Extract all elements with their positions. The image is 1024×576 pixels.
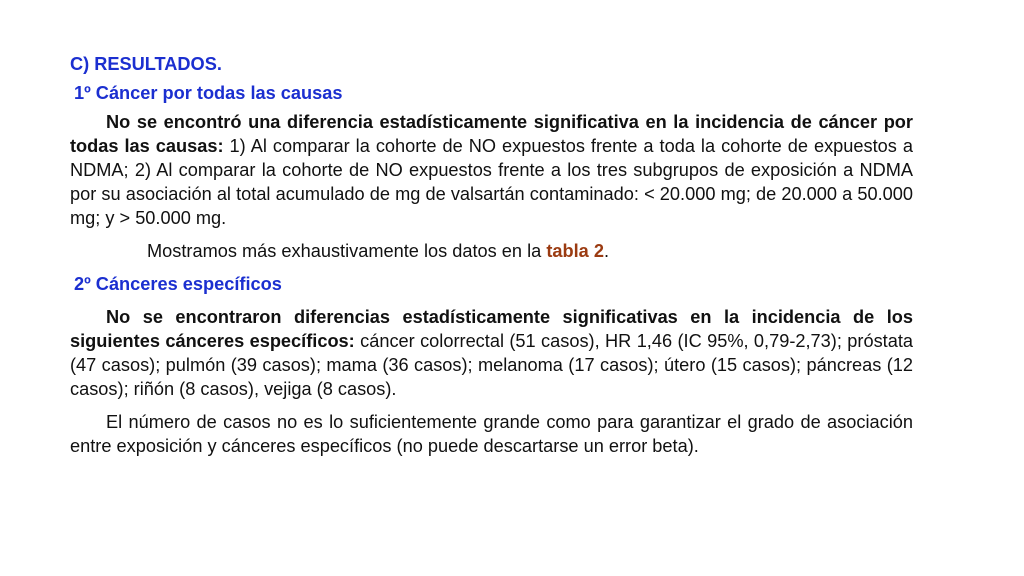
subsection-title-all-causes: 1º Cáncer por todas las causas (74, 83, 343, 103)
paragraph-text: Mostramos más exhaustivamente los datos en la (147, 241, 547, 261)
table-2-link[interactable]: tabla 2 (546, 241, 604, 261)
subsection-title-specific-cancers: 2º Cánceres específicos (74, 274, 282, 294)
paragraph-all-causes-result (70, 110, 913, 230)
paragraph-case-count-note: El número de casos no es lo suficientemente grande como para garantizar el grado de asociación entre exposición y cánceres específicos (no puede descartarse un error beta). (70, 412, 913, 456)
paragraph-body: cáncer colorrectal (51 casos), HR 1,46 (IC 95%, 0,79-2,73); próstata (47 casos); pulmón (39 casos); mama (36 casos); melanoma (17 casos); útero (15 casos); páncreas (12 casos); riñón (8 casos), vejiga (8 casos). (70, 331, 913, 399)
paragraph-text-end: . (603, 241, 609, 261)
section-title: C) RESULTADOS. (70, 54, 222, 74)
slide-content (70, 52, 913, 458)
paragraph-body: 1) Al comparar la cohorte de NO expuestos frente a toda la cohorte de expuestos a NDMA; 2) Al comparar la cohorte de NO expuestos frente a los tres subgrupos de exposición a NDMA por su asociación al total acumulado de mg de valsartán contaminado: < 20.000 mg; de 20.000 a 50.000 mg; y > 50.000 mg. (70, 136, 913, 228)
paragraph-specific-cancers-result (70, 305, 913, 401)
paragraph-bold-lead: No se encontraron diferencias estadísticamente significativas en la incidencia de los siguientes cánceres específicos: (70, 307, 913, 351)
paragraph-bold-lead: No se encontró una diferencia estadísticamente significativa en la incidencia de cáncer por todas las causas: (70, 112, 913, 156)
paragraph-table-reference (70, 239, 913, 263)
